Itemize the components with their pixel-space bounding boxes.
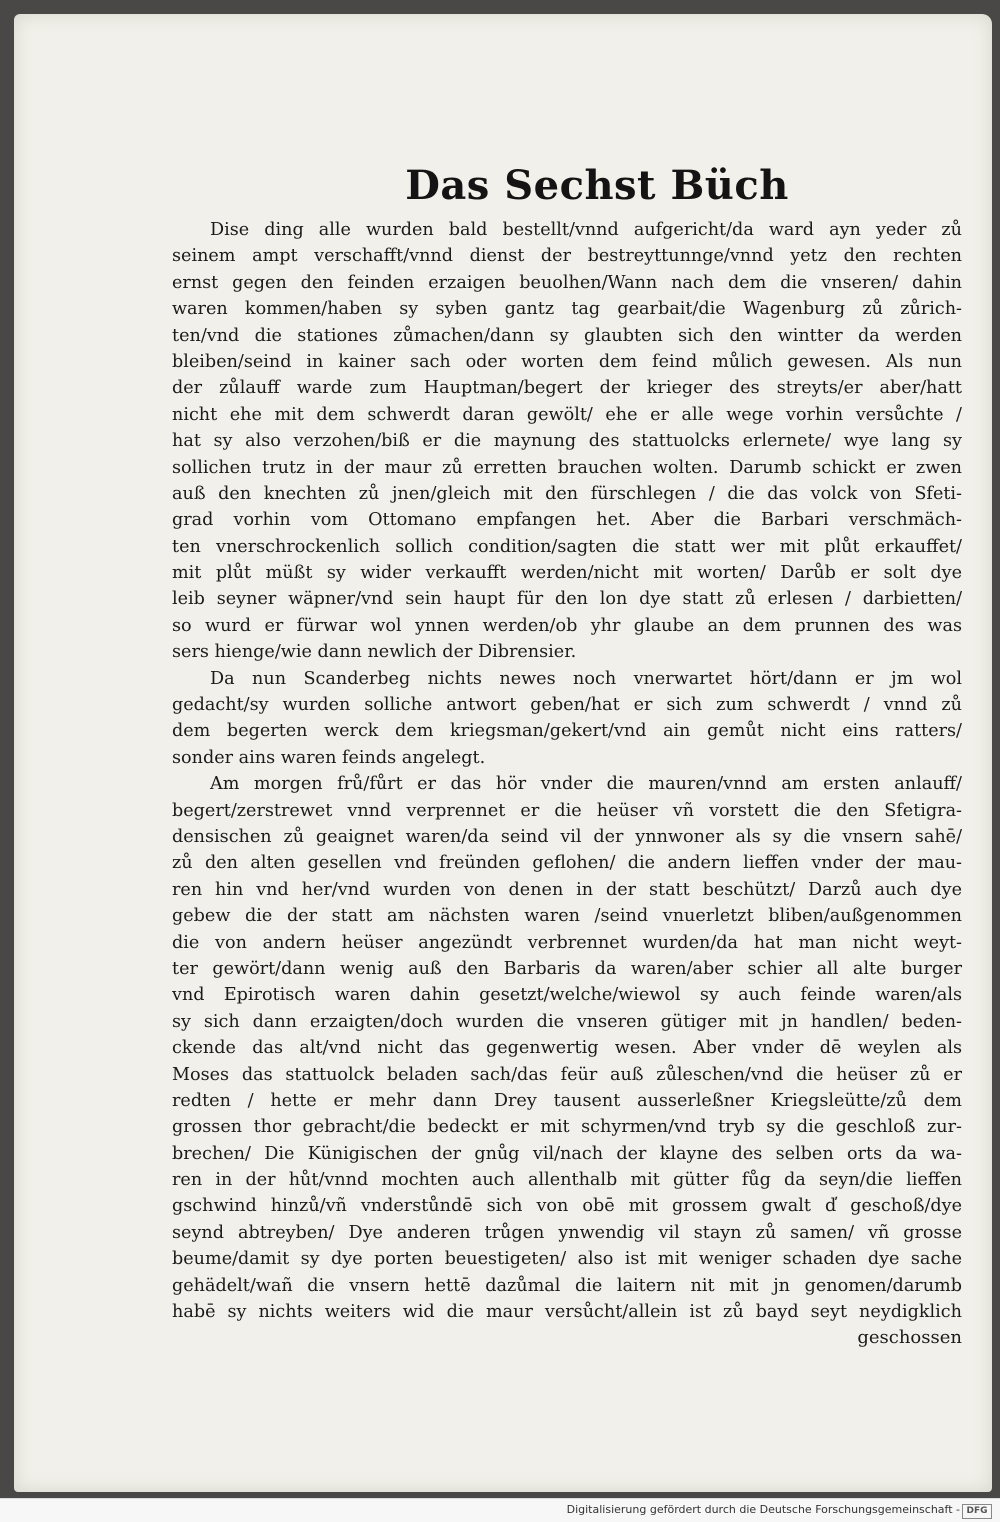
text-line: vnd Epirotisch waren dahin gesetzt/welche/wiewol sy auch feinde waren/als [172, 985, 962, 1006]
text-line: nicht ehe mit dem schwerdt daran gewölt/ ehe er alle wege vorhin versůchte / [172, 404, 962, 425]
text-line: seinem ampt verschafft/vnnd dienst der bestreyttunnge/vnnd yetz den rechten [172, 246, 962, 267]
text-line: grad vorhin vom Ottomano empfangen het. Aber die Barbari verschmäch- [172, 510, 962, 531]
text-line: densischen zů geaignet waren/da seind vil der ynnwoner als sy die vnsern sahē/ [172, 826, 962, 847]
body-text [172, 217, 962, 1325]
page-title: Das Sechst Büch [405, 162, 789, 209]
text-line: gedacht/sy wurden solliche antwort geben/hat er sich zum schwerdt / vnnd zů [172, 695, 962, 716]
text-line: hat sy also verzohen/biß er die maynung des stattuolcks erlernete/ wye lang sy [172, 431, 962, 452]
text-line: redten / hette er mehr dann Drey tausent ausserleßner Kriegsleütte/zů dem [172, 1090, 962, 1111]
page-content [172, 162, 962, 1348]
text-line: sollichen trutz in der maur zů erretten brauchen wolten. Darumb schickt er zwen [172, 457, 962, 478]
text-line: brechen/ Die Künigischen der gnůg vil/nach der klayne des selben orts da wa- [172, 1143, 962, 1164]
text-line: ernst gegen den feinden erzaigen beuolhen/Wann nach dem die vnseren/ dahin [172, 272, 962, 293]
text-line: bleiben/seind in kainer sach oder worten dem feind můlich gewesen. Als nun [172, 351, 962, 372]
text-line: ckende das alt/vnd nicht das gegenwertig wesen. Aber vnder dē weylen als [172, 1038, 962, 1059]
text-line: sonder ains waren feinds angelegt. [172, 747, 486, 768]
text-line: Am morgen frů/fůrt er das hör vnder die mauren/vnnd am ersten anlauff/ [210, 774, 962, 795]
text-line: waren kommen/haben sy syben gantz tag gearbait/die Wagenburg zů zůrich- [172, 299, 962, 320]
text-line: sers hienge/wie dann newlich der Dibrensier. [172, 642, 577, 663]
text-line: dem begerten werck dem kriegsman/gekert/vnd ain gemůt nicht eins ratters/ [172, 721, 962, 742]
text-line: auß den knechten zů jnen/gleich mit den fürschlegen / die das volck von Sfeti- [172, 483, 962, 504]
text-line: leib seyner wäpner/vnd sein haupt für den lon dye statt zů erlesen / darbietten/ [172, 589, 962, 610]
text-line: die von andern heüser angezündt verbrennet wurden/da hat man nicht weyt- [172, 932, 962, 953]
book-page [14, 14, 992, 1492]
text-line: sy sich dann erzaigten/doch wurden die vnseren gütiger mit jn handlen/ beden- [172, 1011, 962, 1032]
text-line: mit plůt müßt sy wider verkaufft werden/nicht mit worten/ Darůb er solt dye [172, 563, 962, 584]
text-line: seynd abtreyben/ Dye anderen trůgen ynwendig vil stayn zů samen/ vñ grosse [172, 1222, 962, 1243]
text-line: beume/damit sy dye porten beuestigeten/ also ist mit weniger schaden dye sache [172, 1249, 962, 1270]
text-line: Dise ding alle wurden bald bestellt/vnnd aufgericht/da ward ayn yeder zů [210, 220, 962, 240]
text-line: Da nun Scanderbeg nichts newes noch vnerwartet hört/dann er jm wol [210, 668, 962, 689]
text-line: begert/zerstrewet vnnd verprennet er die heüser vñ vorstett die den Sfetigra- [172, 800, 962, 821]
text-line: ten vnerschrockenlich sollich condition/sagten die statt wer mit plůt erkauffet/ [172, 536, 962, 557]
text-line: so wurd er fürwar wol ynnen werden/ob yhr glaube an dem prunnen des was [172, 615, 962, 636]
text-line: gehädelt/wañ die vnsern hettē dazůmal die laitern nit mit jn genomen/darumb [172, 1275, 962, 1296]
footer-bar [0, 1498, 1000, 1522]
text-line: habē sy nichts weiters wid die maur versůcht/allein ist zů bayd seyt neydigklich [172, 1302, 962, 1323]
text-line: der zůlauff warde zum Hauptman/begert der krieger des streyts/er aber/hatt [172, 378, 962, 399]
catchword: geschossen [857, 1327, 962, 1349]
text-line: gebew die der statt am nächsten waren /seind vnuerletzt bliben/außgenommen [172, 906, 962, 927]
text-line: grossen thor gebracht/die bedeckt er mit schyrmen/vnd tryb sy die geschloß zur- [172, 1117, 962, 1138]
text-line: ren in der hůt/vnnd mochten auch allenthalb mit gütter fůg da seyn/die lieffen [172, 1170, 962, 1191]
text-line: gschwind hinzů/vñ vnderstůndē sich von obē mit grossem gwalt d̕ geschoß/dye [172, 1196, 962, 1217]
text-line: ten/vnd die stationes zůmachen/dann sy glaubten sich den wintter da werden [172, 325, 962, 346]
text-line: Moses das stattuolck beladen sach/das feür auß zůleschen/vnd die heüser zů er [172, 1064, 962, 1085]
text-line: zů den alten gesellen vnd freünden geflohen/ die andern lieffen vnder der mau- [172, 853, 962, 874]
funding-credit: Digitalisierung gefördert durch die Deutsche Forschungsgemeinschaft - [566, 1503, 960, 1516]
text-line: ter gewört/dann wenig auß den Barbaris da waren/aber schier all alte burger [172, 958, 962, 979]
dfg-logo-icon: DFG [962, 1504, 992, 1519]
text-line: ren hin vnd her/vnd wurden von denen in der statt beschützt/ Darzů auch dye [172, 879, 962, 900]
